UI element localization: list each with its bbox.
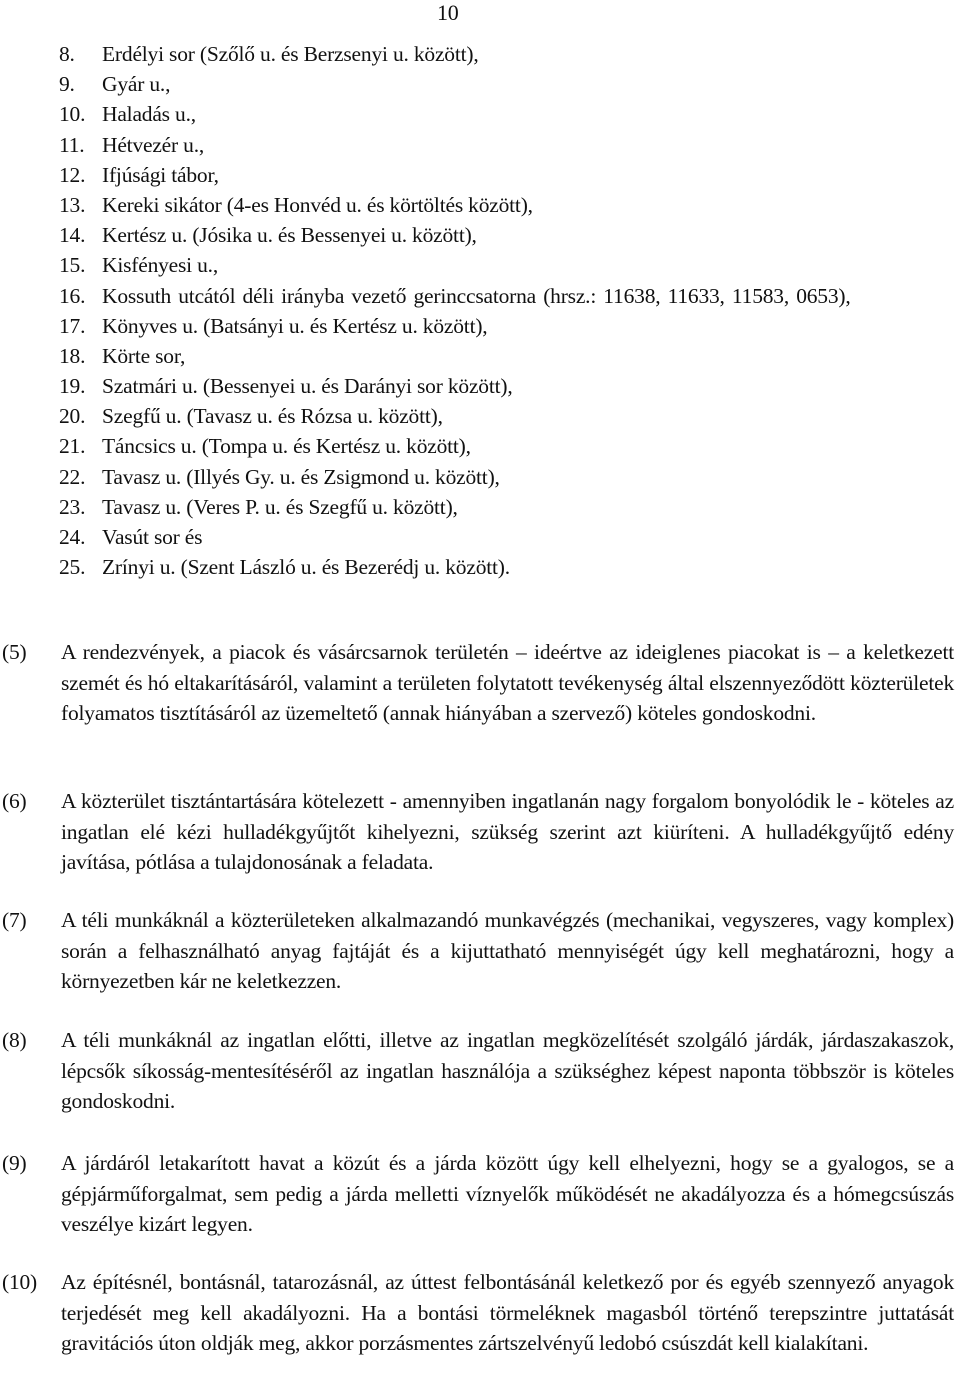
list-item-number: 17. [59, 313, 86, 338]
list-item [0, 281, 960, 311]
paragraph-number: (8) [2, 1028, 27, 1052]
street-list [0, 39, 960, 582]
paragraph-number: (7) [2, 908, 27, 932]
list-item-text: Ifjúsági tábor, [102, 162, 219, 187]
page-number: 10 [437, 0, 459, 25]
list-item-text: Körte sor, [102, 343, 186, 368]
paragraph-number: (5) [2, 640, 27, 664]
list-item-number: 9. [59, 72, 75, 97]
list-item-number: 8. [59, 42, 75, 66]
list-item-number: 14. [59, 223, 86, 248]
paragraph-6 [0, 786, 960, 878]
list-item [0, 190, 960, 220]
list-item [0, 371, 960, 401]
paragraph-10 [0, 1267, 960, 1359]
list-item-text: Erdélyi sor (Szőlő u. és Berzsenyi u. között), [102, 42, 479, 66]
list-item-number: 10. [59, 102, 86, 127]
list-item [0, 39, 960, 69]
list-item [0, 220, 960, 250]
paragraph-7 [0, 905, 960, 997]
list-item-number: 13. [59, 192, 86, 217]
list-item-number: 15. [59, 253, 86, 278]
list-item-number: 19. [59, 374, 86, 399]
paragraph-text: A téli munkáknál az ingatlan előtti, illetve az ingatlan megközelítését szolgáló járdák, járdaszakaszok, lépcsők síkosság-mentesítéséről az ingatlan használója a szükséghez képest naponta többször is köteles gondoskodni. [61, 1028, 954, 1113]
list-item-text: Kossuth utcától déli irányba vezető gerinccsatorna (hrsz.: 11638, 11633, 11583, 0653), [102, 283, 851, 308]
list-item-text: Tavasz u. (Veres P. u. és Szegfű u. között), [102, 494, 458, 519]
list-item [0, 341, 960, 371]
list-item-text: Kereki sikátor (4-es Honvéd u. és körtöltés között), [102, 192, 533, 217]
list-item-number: 24. [59, 525, 86, 550]
list-item-number: 25. [59, 555, 86, 580]
list-item [0, 522, 960, 552]
paragraph-number: (10) [2, 1270, 38, 1294]
paragraph-number: (6) [2, 789, 27, 813]
list-item-text: Zrínyi u. (Szent László u. és Bezerédj u. között). [102, 555, 510, 580]
list-item [0, 431, 960, 461]
list-item-number: 23. [59, 494, 86, 519]
paragraph-9 [0, 1148, 960, 1240]
list-item-text: Táncsics u. (Tompa u. és Kertész u. között), [102, 434, 471, 459]
paragraph-8 [0, 1025, 960, 1117]
paragraph-text: A közterület tisztántartására kötelezett - amennyiben ingatlanán nagy forgalom bonyolódik le - köteles az ingatlan elé kézi hulladékgyűjtőt kihelyezni, szükség szerint azt kiüríteni. A hulladékgyűjtő edény javítása, pótlása a tulajdonosának a feladata. [61, 789, 954, 874]
list-item [0, 552, 960, 582]
list-item [0, 462, 960, 492]
list-item [0, 130, 960, 160]
paragraph-text: Az építésnél, bontásnál, tatarozásnál, az úttest felbontásánál keletkező por és egyéb szennyező anyagok terjedését meg kell akadályozni. Ha a bontási törmeléknek magasból történő terepszintre juttatását gravitációs úton oldják meg, akkor porzásmentes zártszelvényű ledobó csúszdát kell kialakítani. [61, 1270, 954, 1355]
list-item-text: Szatmári u. (Bessenyei u. és Darányi sor között), [102, 374, 513, 399]
list-item-text: Tavasz u. (Illyés Gy. u. és Zsigmond u. között), [102, 464, 500, 489]
paragraph-5 [0, 637, 960, 729]
list-item [0, 401, 960, 431]
list-item-number: 22. [59, 464, 86, 489]
paragraph-text: A téli munkáknál a közterületeken alkalmazandó munkavégzés (mechanikai, vegyszeres, vagy komplex) során a felhasználható anyag fajtáját és a kijuttatható mennyiségét úgy kell meghatározni, hogy a környezetben kár ne keletkezzen. [61, 908, 954, 993]
list-item-text: Könyves u. (Batsányi u. és Kertész u. között), [102, 313, 488, 338]
list-item [0, 99, 960, 129]
list-item [0, 69, 960, 99]
list-item-number: 12. [59, 162, 86, 187]
paragraph-number: (9) [2, 1151, 27, 1175]
paragraph-text: A járdáról letakarított havat a közút és a járda között úgy kell elhelyezni, hogy se a gyalogos, se a gépjárműforgalmat, sem pedig a járda melletti víznyelők működését ne akadályozza és a hómegcsúszás veszélye kizárt legyen. [61, 1151, 954, 1236]
list-item-number: 21. [59, 434, 86, 459]
list-item [0, 250, 960, 280]
list-item-number: 20. [59, 404, 86, 429]
list-item-text: Haladás u., [102, 102, 196, 127]
list-item [0, 311, 960, 341]
list-item-text: Vasút sor és [102, 525, 203, 550]
list-item-text: Kisfényesi u., [102, 253, 219, 278]
list-item-number: 18. [59, 343, 86, 368]
paragraph-text: A rendezvények, a piacok és vásárcsarnok területén – ideértve az ideiglenes piacokat is – a keletkezett szemét és hó eltakarításáról, valamint a területen folytatott tevékenység által elszennyeződött közterületek folyamatos tisztításáról az üzemeltető (annak hiányában a szervező) köteles gondoskodni. [61, 640, 954, 725]
list-item [0, 160, 960, 190]
list-item-text: Gyár u., [102, 72, 171, 97]
list-item-text: Szegfű u. (Tavasz u. és Rózsa u. között), [102, 404, 443, 429]
list-item [0, 492, 960, 522]
list-item-text: Kertész u. (Jósika u. és Bessenyei u. között), [102, 223, 477, 248]
list-item-number: 11. [59, 132, 85, 157]
list-item-number: 16. [59, 283, 86, 308]
list-item-text: Hétvezér u., [102, 132, 205, 157]
